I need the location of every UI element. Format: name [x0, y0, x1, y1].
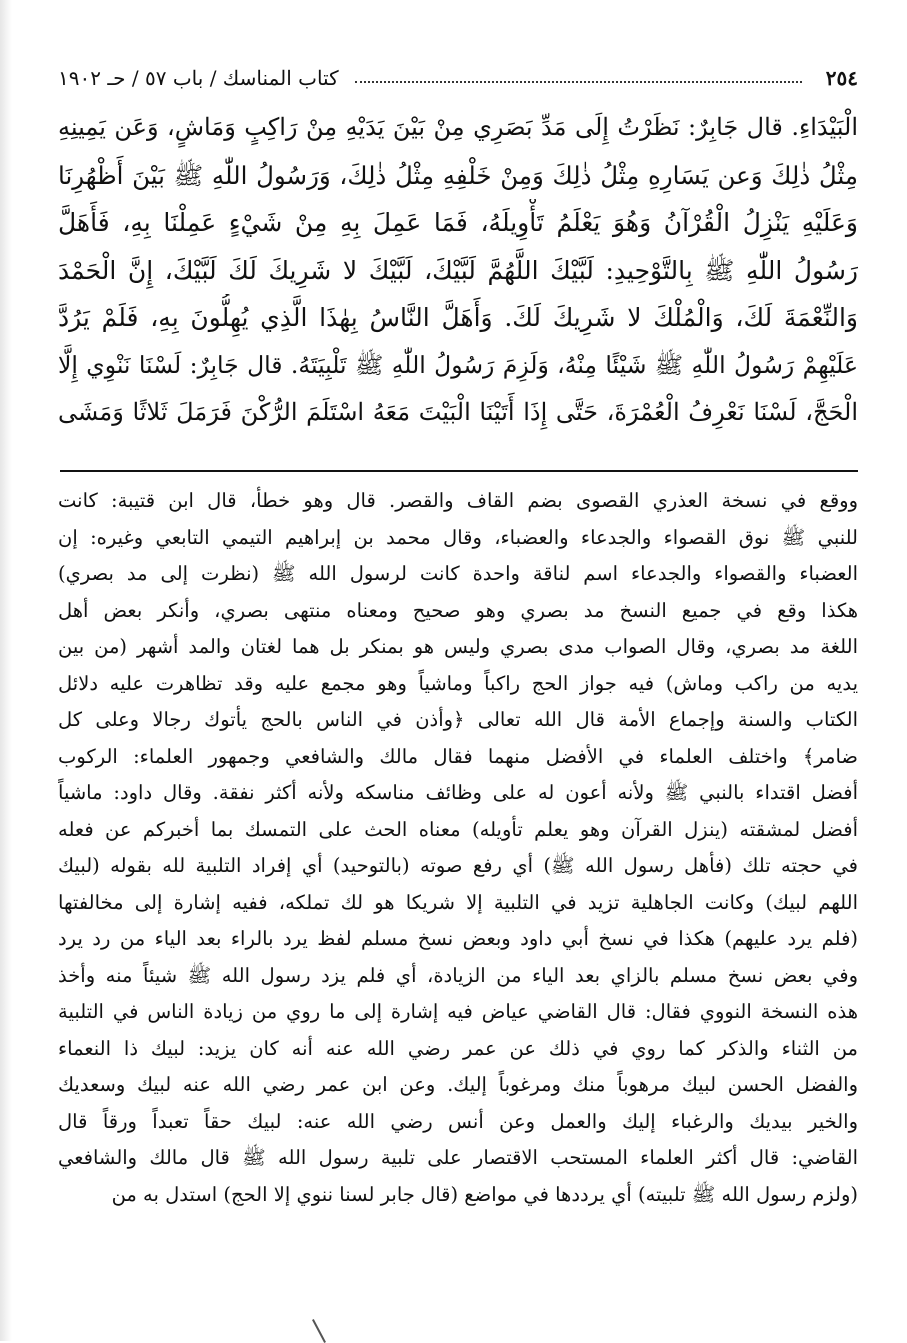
hadith-line: عَلَيْهِمْ رَسُولُ اللّٰهِ ﷺ شَيْئًا مِنْهُ، وَلَزِمَ رَسُولُ اللّٰهِ ﷺ تَلْبِيَتَهُ. قال جَابِرٌ: لَسْنَا نَنْوِي إِلَّا: [58, 350, 858, 379]
commentary-line: أفضل اقتداء بالنبي ﷺ ولأنه أعون له على وظائف مناسكه ولأنه أكثر نفقة. وقال داود: ماشياً: [58, 781, 858, 804]
scan-mark: [312, 1319, 326, 1343]
commentary-line: (ولزم رسول الله ﷺ تلبيته) أي يرددها في مواضع (قال جابر لسنا ننوي إلا الحج) استدل به من: [111, 1182, 858, 1206]
commentary-line: ووقع في نسخة العذري القصوى بضم القاف والقصر. قال وهو خطأ، قال ابن قتيبة: كانت: [58, 489, 858, 512]
commentary-line: أفضل لمشقته (ينزل القرآن وهو يعلم تأويله) معناه الحث على التمسك بما أخبركم عن فعله: [58, 817, 858, 841]
running-title: كتاب المناسك / باب ٥٧ / حـ ١٩٠٢: [58, 66, 339, 90]
hadith-line: الْبَيْدَاءِ. قال جَابِرٌ: نَظَرْتُ إِلَى مَدِّ بَصَرِي مِنْ بَيْنَ يَدَيْهِ مِنْ رَاكِبٍ وَمَاشٍ، وَعَن يَمِينِهِ: [58, 113, 858, 141]
commentary-line: القاضي: قال أكثر العلماء المستحب الاقتصار على تلبية رسول الله ﷺ قال مالك والشافعي: [58, 1146, 858, 1169]
page-edge-shadow: [0, 0, 12, 1341]
commentary-line: العضباء والقصواء والجدعاء اسم لناقة واحدة كانت لرسول الله ﷺ (نظرت إلى مد بصري): [58, 562, 858, 585]
hadith-line: وَعَلَيْهِ يَنْزِلُ الْقُرْآنُ وَهُوَ يَعْلَمُ تَأْوِيلَهُ، فَمَا عَمِلَ بِهِ مِنْ شَيْءٍ عَمِلْنَا بِهِ، فَأَهَلَّ: [58, 208, 858, 237]
commentary-line: والخير بيديك والرغباء إليك والعمل وعن أنس رضي الله عنه: لبيك حقاً تعبداً ورقاً قال: [58, 1109, 858, 1133]
hadith-line: وَالنِّعْمَةَ لَكَ، وَالْمُلْكَ لا شَرِيكَ لَكَ. وَأَهَلَّ النَّاسُ بِهٰذَا الَّذِي يُهِلُّونَ بِهِ، فَلَمْ يَرُدَّ: [58, 303, 858, 332]
section-divider: [60, 470, 858, 472]
commentary-line: هذه النسخة النووي فقال: قال القاضي عياض فيه إشارة إلى ما روي من زيادة الناس في التلبية: [58, 1000, 858, 1023]
commentary-line: من الثناء والذكر كما روي في ذلك عن عمر رضي الله عنه أنه كان يزيد: لبيك ذا النعماء: [58, 1036, 858, 1060]
commentary-line: للنبي ﷺ نوق القصواء والجدعاء والعضباء، وقال محمد بن إبراهيم التيمي التابعي وغيره: إن: [58, 525, 858, 549]
commentary-line: هكذا وقع في جميع النسخ مد بصري وهو صحيح ومعناه منتهى بصري، وأنكر بعض أهل: [58, 598, 858, 622]
commentary-line: والفضل الحسن لبيك مرهوباً منك ومرغوباً إليك. وعن ابن عمر رضي الله عنه لبيك وسعديك: [58, 1073, 858, 1096]
hadith-line: رَسُولُ اللّٰهِ ﷺ بِالتَّوْحِيدِ: لَبَّيْكَ اللَّهُمَّ لَبَّيْكَ، لَبَّيْكَ لا شَرِيكَ لَكَ لَبَّيْكَ، إِنَّ الْحَمْدَ: [58, 255, 858, 285]
commentary-text: [58, 483, 858, 1213]
hadith-line: الْحَجَّ، لَسْنَا نَعْرِفُ الْعُمْرَةَ، حَتَّى إِذَا أَتَيْنَا الْبَيْتَ مَعَهُ اسْتَلَمَ الرُّكْنَ فَرَمَلَ ثَلاثًا وَمَشَى: [58, 398, 858, 426]
commentary-line: ضامر﴾ واختلف العلماء في الأفضل منهما فقال مالك والشافعي وجمهور العلماء: الركوب: [58, 744, 858, 768]
hadith-text: [58, 104, 858, 437]
commentary-line: (فلم يرد عليهم) هكذا في نسخ أبي داود وبعض نسخ مسلم لفظ يرد بالراء بعد الياء من رد يرد: [58, 927, 858, 950]
commentary-line: في حجته تلك (فأهل رسول الله ﷺ) أي رفع صوته (بالتوحيد) أي إفراد التلبية لله بقوله (لبيك: [58, 854, 858, 877]
leader-dots: [355, 81, 802, 83]
commentary-line: اللهم لبيك) وكانت الجاهلية تزيد في التلبية إلا شريكا هو لك تملكه، ففيه إشارة إلى مخالفتها: [58, 890, 858, 914]
hadith-line: مِثْلُ ذٰلِكَ وَعن يَسَارِهِ مِثْلُ ذٰلِكَ وَمِنْ خَلْفِهِ مِثْلُ ذٰلِكَ، وَرَسُولُ اللّٰهِ ﷺ بَيْنَ أَظْهُرِنَا: [58, 160, 858, 190]
page-header: [58, 58, 858, 98]
commentary-line: يديه من راكب وماش) فيه جواز الحج راكباً وماشياً وهو مجمع عليه وقد تظاهرت عليه دلائل: [58, 671, 858, 695]
commentary-line: الكتاب والسنة وإجماع الأمة قال الله تعالى ﴿وأذن في الناس بالحج يأتوك رجالا وعلى كل: [58, 708, 858, 731]
commentary-line: وفي بعض نسخ مسلم بالزاي بعد الياء من الزيادة، أي فلم يزد رسول الله ﷺ شيئاً منه وأخذ: [58, 963, 858, 987]
page-number: ٢٥٤: [825, 66, 858, 90]
commentary-line: اللغة مد بصري، وقال الصواب مدى بصري وليس هو بمنكر بل هما لغتان والمد أشهر (من بين: [58, 635, 858, 658]
